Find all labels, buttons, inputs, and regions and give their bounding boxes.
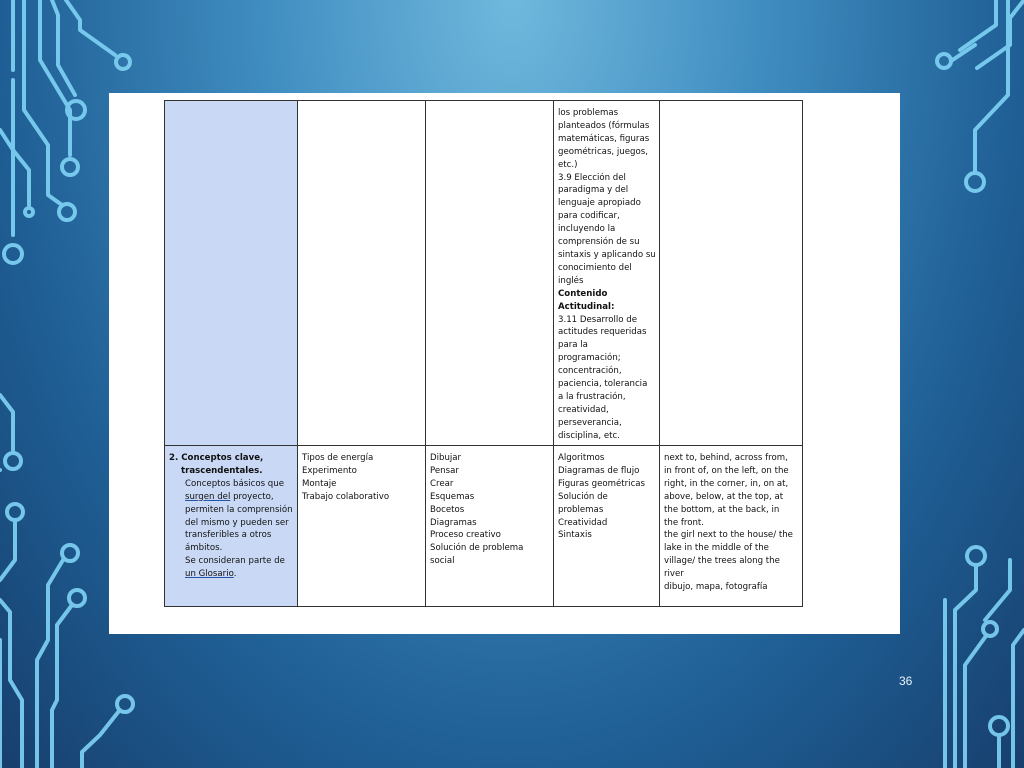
list-item: right, in the corner, in, on at,: [664, 478, 789, 489]
cell-line: geométricas, juegos,: [558, 146, 648, 157]
cell-line: 3.11 Desarrollo de: [558, 314, 638, 325]
cell-line: para codificar,: [558, 211, 620, 222]
cell-line: programación;: [558, 353, 621, 364]
cell-text: .: [233, 569, 237, 580]
list-item: Sintaxis: [558, 530, 592, 541]
concept-title: 2. Conceptos clave,: [169, 453, 264, 463]
list-item: Tipos de energía: [302, 453, 374, 463]
list-item: the front.: [664, 517, 705, 528]
cell-line: [169, 568, 293, 581]
table-cell-empty: [426, 101, 554, 446]
table-cell-list: [298, 446, 426, 607]
cell-line: sintaxis y aplicando su: [558, 249, 656, 260]
concept-subtitle: trascendentales.: [181, 465, 263, 476]
list-item: Bocetos: [430, 504, 465, 515]
list-item: village/ the trees along the: [664, 556, 780, 567]
cell-line: planteados (fórmulas: [558, 120, 650, 131]
table-cell-list: [660, 446, 803, 607]
cell-line: perseverancia,: [558, 417, 622, 428]
list-item: problemas: [558, 504, 604, 515]
list-item: Crear: [430, 478, 454, 489]
section-heading: Contenido: [558, 288, 608, 299]
list-item: Esquemas: [430, 491, 475, 502]
slide-content-panel: [109, 93, 900, 634]
page-number: 36: [899, 674, 913, 688]
table-row: [165, 446, 803, 607]
cell-line: comprensión de su: [558, 237, 640, 248]
cell-line: matemáticas, figuras: [558, 133, 650, 144]
list-item: Diagramas: [430, 517, 477, 528]
surgen-link[interactable]: surgen del: [185, 491, 231, 502]
list-item: Solución de: [558, 491, 608, 502]
cell-line: 3.9 Elección del: [558, 172, 626, 183]
cell-line: Conceptos básicos que: [185, 478, 284, 489]
table-cell-empty: [298, 101, 426, 446]
cell-line: creatividad,: [558, 404, 609, 415]
cell-line: actitudes requeridas: [558, 327, 647, 338]
list-item: Experimento: [302, 465, 357, 476]
list-item: Proceso creativo: [430, 530, 501, 541]
cell-line: paradigma y del: [558, 185, 629, 196]
list-item: river: [664, 569, 684, 580]
cell-line: incluyendo la: [558, 224, 616, 235]
cell-line: concentración,: [558, 366, 622, 377]
list-item: next to, behind, across from,: [664, 453, 788, 463]
table-cell-list: [426, 446, 554, 607]
list-item: social: [430, 556, 455, 567]
cell-line: los problemas: [558, 108, 619, 118]
list-item: Creatividad: [558, 517, 608, 528]
cell-line: lenguaje apropiado: [558, 198, 641, 209]
cell-line: para la: [558, 340, 588, 351]
cell-line: etc.): [558, 159, 578, 170]
cell-line: [169, 491, 293, 504]
table-cell-empty: [660, 101, 803, 446]
cell-text: proyecto,: [230, 491, 274, 502]
curriculum-table: [164, 100, 803, 607]
cell-line: transferibles a otros: [185, 530, 272, 541]
list-item: Pensar: [430, 465, 459, 476]
cell-line: Se consideran parte de: [185, 556, 285, 567]
table-row: [165, 101, 803, 446]
cell-line: disciplina, etc.: [558, 430, 620, 441]
list-item: Figuras geométricas: [558, 478, 646, 489]
list-item: the bottom, at the back, in: [664, 504, 780, 515]
list-item: Dibujar: [430, 453, 462, 463]
list-item: the girl next to the house/ the: [664, 530, 793, 541]
cell-line: ámbitos.: [185, 543, 223, 554]
list-item: dibujo, mapa, fotografía: [664, 582, 768, 593]
cell-line: paciencia, tolerancia: [558, 379, 648, 390]
cell-line: permiten la comprensión: [185, 504, 293, 515]
table-cell-concepts: [165, 446, 298, 607]
glosario-link[interactable]: un Glosario: [185, 569, 234, 580]
cell-line: del mismo y pueden ser: [185, 517, 289, 528]
cell-line: conocimiento del: [558, 262, 632, 273]
cell-line: inglés: [558, 275, 584, 286]
list-item: Montaje: [302, 478, 337, 489]
table-cell-list: [554, 446, 660, 607]
list-item: Solución de problema: [430, 543, 524, 554]
table-cell-contents: [554, 101, 660, 446]
list-item: in front of, on the left, on the: [664, 465, 789, 476]
list-item: Trabajo colaborativo: [302, 491, 390, 502]
list-item: lake in the middle of the: [664, 543, 769, 554]
list-item: above, below, at the top, at: [664, 491, 784, 502]
table-cell-empty: [165, 101, 298, 446]
section-heading: Actitudinal:: [558, 301, 615, 312]
list-item: Diagramas de flujo: [558, 465, 640, 476]
cell-line: a la frustración,: [558, 391, 626, 402]
list-item: Algoritmos: [558, 453, 605, 463]
